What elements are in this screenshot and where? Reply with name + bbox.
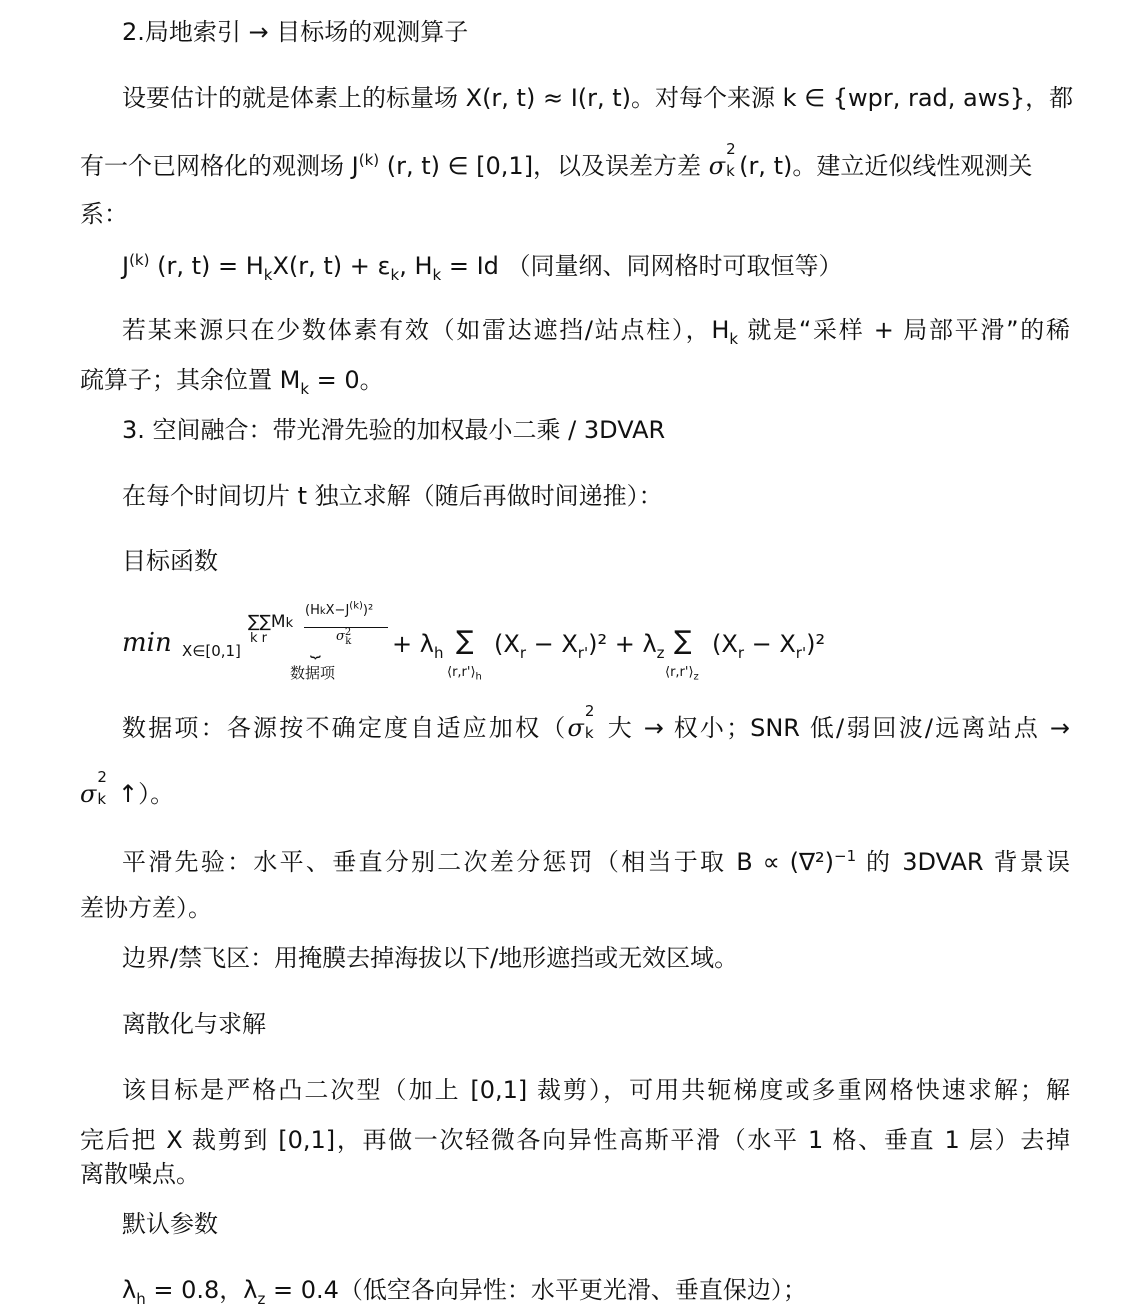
section-3-heading: 3. 空间融合：带光滑先验的加权最小二乘 / 3DVAR: [122, 416, 666, 444]
paragraph-line: 离散噪点。: [80, 1160, 200, 1188]
section-2-heading: 2.局地索引 → 目标场的观测算子: [122, 18, 469, 46]
formula-sum-h: ∑: [456, 626, 474, 656]
formula-min: min: [122, 628, 172, 658]
formula-z-difference: $(X_r - X_{r'})^2$: [712, 630, 826, 662]
formula-data-term-label: 数据项: [290, 664, 336, 682]
paragraph-line: 平滑先验：水平、垂直分别二次差分惩罚（相当于取 $B \propto (\nabla^2)^{-1}$ 的 3DVAR 背景误: [122, 847, 1070, 876]
formula-lambda-h: + $\lambda_h$: [392, 630, 444, 662]
formula-double-sum: ∑∑Mk: [248, 612, 294, 632]
paragraph-line: 该目标是严格凸二次型（加上 [0,1] 裁剪），可用共轭梯度或多重网格快速求解；解: [122, 1076, 1070, 1104]
paragraph-line: 完后把 X 裁剪到 [0,1]，再做一次轻微各向异性高斯平滑（水平 1 格、垂直 1 层）去掉: [80, 1126, 1070, 1154]
paragraph-line: 系：: [80, 200, 128, 228]
objective-label: 目标函数: [122, 547, 218, 575]
defaults-line: $\lambda_h = 0.8$，$\lambda_z = 0.4$（低空各向异性：水平更光滑、垂直保边）；: [122, 1276, 807, 1308]
paragraph-line: σ 2 k ↑）。: [80, 768, 175, 808]
paragraph-line: 在每个时间切片 t 独立求解（随后再做时间递推）：: [122, 482, 663, 510]
formula-sum-z-index: $⟨r,r'⟩_z$: [665, 665, 699, 683]
paragraph-line: 数据项：各源按不确定度自适应加权（σ 2 k 大 → 权小；SNR 低/弱回波/远离站点 →: [122, 702, 1070, 742]
formula-fraction-denominator: $\sigma^2_k$: [336, 627, 352, 647]
formula-sum-h-index: $⟨r,r'⟩_h$: [447, 665, 482, 683]
formula-domain: X∈[0,1]: [182, 642, 241, 660]
formula-h-difference: $(X_r - X_{r'})^2 + \lambda_z$: [494, 630, 665, 662]
objective-formula: [122, 600, 882, 690]
formula-underbrace: ⏟: [310, 638, 321, 659]
subheading-defaults: 默认参数: [122, 1210, 218, 1238]
observation-equation: $J^{(k)}$ (r, $t) = H_kX(r$, $t) + \varepsilon_k$, $H_k = Id$ （同量纲、同网格时可取恒等）: [122, 251, 843, 284]
paragraph-line: 边界/禁飞区：用掩膜去掉海拔以下/地形遮挡或无效区域。: [122, 944, 739, 972]
formula-sum-index: k r: [250, 631, 268, 646]
formula-sum-z: ∑: [674, 626, 692, 656]
paragraph-line: 疏算子；其余位置 $M_k = 0$。: [80, 366, 384, 398]
paragraph-line: 有一个已网格化的观测场 $J^{(k)}$ (r, t) ∈ [0,1]，以及误差方差 σ 2 k (r, t)。建立近似线性观测关: [80, 140, 1033, 180]
subheading-discretization: 离散化与求解: [122, 1010, 266, 1038]
paragraph-line: 设要估计的就是体素上的标量场 X(r, t) ≈ I(r, t)。对每个来源 k ∈ {wpr, rad, aws}，都: [122, 84, 1074, 112]
paragraph-line: 若某来源只在少数体素有效（如雷达遮挡/站点柱），$H_k$ 就是“采样 + 局部平滑”的稀: [122, 316, 1070, 348]
formula-fraction-numerator: $(HkX-J^{(k)})^2$: [305, 600, 374, 618]
paragraph-line: 差协方差）。: [80, 894, 212, 922]
